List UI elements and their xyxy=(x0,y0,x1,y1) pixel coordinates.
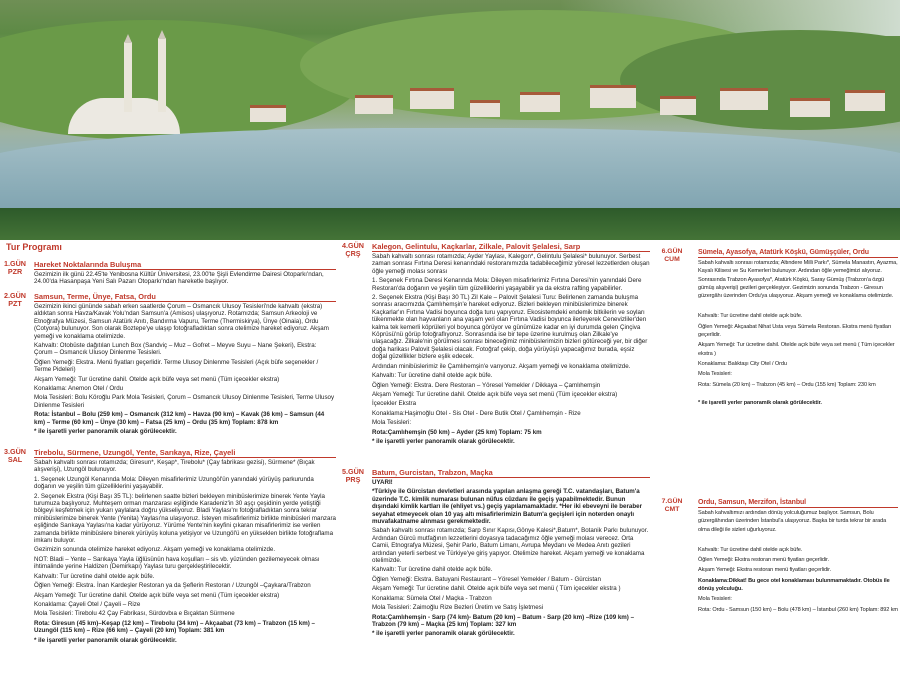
program-column-2: 4.GÜN ÇRŞ Kalegon, Gelintulu, Kaçkarlar, Zilkale, Palovit Şelalesi, Sarp Sabah kahvaltı sonrası rotamızda; Ayder Yaylası, Kalegon*, Gelintulu Şelalesi* bulunuyor. Serbest zaman sonrası Fırtına Deresi kenarındaki restoranımızda tadabileceğimiz yöresel lezzetlerden oluşan öğle yemeği molası sonrası 1. Seçenek Fırtına Deresi Kenarında Mola: Dileyen misafirlerimiz Fırtına Deresi'nin yanındaki Dere Restoran'da doğanın ve yeşilin tüm güzelliklerini yaşayabilir ya da ekstra rafting yapabilirler. 2. Seçenek Ekstra (Kişi Başı 30 TL) Zil Kale – Palovit Şelalesi Turu: Belirlenen zamanda buluşma sonrası aracımızda Çamlıhemşin'e hareket ediyoruz. Bizleri bekleyen minibüslerimize binerek Kaçkarlar'ın Fırtına Vadisi boyunca doğa turu yapıyoruz. Ekosistemdeki endemik bitkilerin ve soyları tükenmekte olan hayvanların ana yaşam yeri olan Fırtına Vadisi boyunca ilerleyerek Cenevizliler'den kalma tek kemerli köprüleri yol boyunca görüyor ve günümüze kadar en iyi durumda gelen Çinçiva Köprüsü'nü görüp fotoğraflıyoruz. Sonrasında ise bir tepe üzerine kurulmuş olan Zilkale'ye ulaşacağız. Zilkale'nin görülmesi sonrası bineceğimiz minibüslerimizin bizleri götüreceği yer, bir diğer doğa harikası Palovit Şelalesi olacak. Fotoğraf çekip, doğa yürüyüşü yapacağımız burada, eşsiz doğal güzellikler bizlere eşlik edecek. Ardından minibüslerimiz ile Çamlıhemşin'e varıyoruz. Akşam yemeği ve konaklama otelimizde. Kahvaltı: Tur ücretine dahil otelde açık büfe. Öğlen Yemeği: Ekstra. Dere Restoran – Yöresel Yemekler / Dikkaya – Çamlıhemşin Akşam Yemeği: Tur ücretine dahil. Otelde açık büfe veya set menü (Tüm içecekler ekstra) İçecekler Ekstra Konaklama:Haşimoğlu Otel - Sis Otel - Dere Butik Otel / Çamlıhemşin - Rize Mola Tesisleri: Rota:Çamlıhemşin (50 km) – Ayder (25 km) Toplam: 75 km * ile işaretli yerler panoramik olarak görülecektir. 5.GÜN PRŞ Batum, Gurcistan, Trabzon, Maçka UYARI! *Türkiye ile Gürcistan devletleri arasında yapılan anlaşma gereği T.C. vatandaşları, Batum'a üzerinde T.C. kimlik numarası bulunan nüfus cüzdanı ile geçiş yapabilmektedir. Bunun dışındaki kimlik kartları ile (ehliyet vs.) geçiş yapılamamaktadır. *Her iki ebeveyni ile beraber seyahat etmeyecek olan 10 yaş altı misafirlerimizin Batum'a geçişleri için noterden onaylı muvafakatname alınması gerekmektedir. Sabah kahvaltı sonrası rotamızda; Sarp Sınır Kapısı,Gönye Kalesi*,Batum*, Botanik Parkı bulunuyor. Ardından Gürcü mutfağının lezzetlerini doyasıya tadacağımız öğle yemeği molası verecez. Orta Camii, Etnografya Müzesi, Şehir Parkı, Batum Limanı, Avrupa Meydanı ve Medea Anıtı gezileri ardından yeterli serbest ve Türkiye'ye giriş yapıyor. Otelimize hareket. Akşam yemeği ve konaklama otelimizde. Kahvaltı: Tur ücretine dahil otelde açık büfe. Öğlen Yemeği: Ekstra. Batuyani Restaurant – Yöresel Yemekler / Batum - Gürcistan Akşam Yemeği: Tur ücretine dahil. Otelde açık büfe veya set menü ( Tüm içecekler ekstra ) Konaklama: Sümela Otel / Maçka - Trabzon Mola Tesisleri: Zaimoğlu Rize Bezleri Üretim ve Satış İşletmesi Rota:Çamlıhemşin - Sarp (74 km)- Batum (20 km) – Batum - Sarp (20 km) –Rize (109 km) – Trabzon (79 km) – Maçka (25 km) Toplam: 327 km * ile işaretli yerler panoramik olarak görülecektir. xyxy=(338,240,652,675)
day-label: 7.GÜN CMT xyxy=(661,498,683,513)
day-label: 4.GÜN ÇRŞ xyxy=(342,241,364,258)
day-title: Kalegon, Gelintulu, Kaçkarlar, Zilkale, Palovit Şelalesi, Sarp xyxy=(372,242,650,252)
panoramic-note: * ile işaretli yerler panoramik olarak görülecektir. xyxy=(372,630,515,638)
panoramic-note: * ile işaretli yerler panoramik olarak görülecektir. xyxy=(698,399,822,406)
day-title: Samsun, Terme, Ünye, Fatsa, Ordu xyxy=(34,292,336,302)
day-text: Gezimizin ikinci gününde sabah erken saatlerde Çorum – Osmancık Ulusoy Tesisleri'nde kahvaltı (ekstra) aldıktan sonra Havza/Kavak Yolu'ndan Samsun'a (Amisos) ulaşıyoruz. Rotamızda; Samsun Arkeoloji ve Etnoğrafya Müzesi, Samsun Atatürk Anıtı, Bandırma Vapuru, Terme (Thermiskirya), Ünye (Oinaia), Ordu (Cotyora) bulunuyor. Son olarak Boztepe'ye ulaşıp fotoğrafladıktan sonra otelimize hareket ediyoruz. Akşam yemeği ve konaklama otelimizde. xyxy=(34,303,329,340)
program-title: Tur Programı xyxy=(6,242,62,252)
day-title: Sümela, Ayasofya, Atatürk Köşkü, Gümüşçüler, Ordu xyxy=(698,248,898,258)
day-label: 2.GÜN PZT xyxy=(4,291,26,308)
day-title: Tirebolu, Sürmene, Uzungöl, Yente, Sarıkaya, Rize, Çayeli xyxy=(34,448,336,458)
day-label: 3.GÜN SAL xyxy=(4,447,26,464)
program-column-1: Tur Programı 1.GÜN PZR Hareket Noktalarında Buluşma Gezimizin ilk günü 22.45'te Yenibosna Kültür Üniversitesi, 23.00'te Şişli Evlendirme Dairesi Otoparkı'ndan, 24.00'da Hasanpaşa Yeni Salı Pazarı Otoparkı'ndan hareketle başlıyor. 2.GÜN PZT Samsun, Terme, Ünye, Fatsa, Ordu Gezimizin ikinci gününde sabah erken saatlerde Çorum – Osmancık Ulusoy Tesisleri'nde kahvaltı (ekstra) aldıktan sonra Havza/Kavak Yolu'ndan Samsun'a (Amisos) ulaşıyoruz. Rotamızda; Samsun Arkeoloji ve Etnoğrafya Müzesi, Samsun Atatürk Anıtı, Bandırma Vapuru, Terme (Thermiskirya), Ünye (Oinaia), Ordu (Cotyora) bulunuyor. Son olarak Boztepe'ye ulaşıp fotoğrafladıktan sonra otelimize hareket ediyoruz. Akşam yemeği ve konaklama otelimizde. Kahvaltı: Otobüste dağıtılan Lunch Box (Sandviç – Muz – Gofret – Meyve Suyu – Nane Şekeri), Ekstra: Çorum – Osmancık Ulusoy Dinlenme Tesisleri. Öğlen Yemeği: Ekstra. Menü fiyatları geçerlidir. Terme Ulusoy Dinlenme Tesisleri (Açık büfe seçenekler / Terme Pideleri) Akşam Yemeği: Tur ücretine dahil. Otelde açık büfe veya set menü (Tüm içecekler ekstra) Konaklama: Anemon Otel / Ordu Mola Tesisleri: Bolu Köroğlu Park Mola Tesisleri, Çorum – Osmancık Ulusoy Dinlenme Tesisleri, Terme Ulusoy Dinlenme Tesisleri Rota: İstanbul – Bolu (259 km) – Osmancık (312 km) – Havza (90 km) – Kavak (36 km) – Samsun (44 km) – Terme (60 km) – Ünye (30 km) – Fatsa (25 km) – Ordu (35 km) Toplam: 878 km * ile işaretli yerler panoramik olarak görülecektir. 3.GÜN SAL Tirebolu, Sürmene, Uzungöl, Yente, Sarıkaya, Rize, Çayeli Sabah kahvaltı sonrası rotamızda; Giresun*, Keşap*, Tirebolu* (Çay fabrikası gezisi), Sürmene* (Bıçak alışverişi), Uzungöl bulunuyor. 1. Seçenek Uzungöl Kenarında Mola: Dileyen misafirlerimiz Uzungöl'ün yanındaki yürüyüş parkurunda doğanın ve yeşilin tüm güzelliklerini yaşayabilir. 2. Seçenek Ekstra (Kişi Başı 35 TL): belirlenen saatte bizleri bekleyen minibüslerimize binerek Yente Yayla turumuza başlıyoruz. Muhteşem orman manzarası eşliğinde Karadeniz'in 30 aşçı çeşidinin yerde yetiştiği bölgeyi keşfetmek için yukarı yaylalara doğru yükseliyoruz. Bladi Yaylası'nı fotoğrafladıktan sonra tekrar minibüslerimize binerek Yente (Yenita) Yaylası'na ulaşıyoruz. İsteyen misafirlerimiz birlikte minibüsleri manzara eşliğinde Sarıkaya Yaylası'na kadar yürüyoruz. Yürüme Yente'nin keyfini çıkaran misafirlerimiz ise verilen zamanda birlikte minibüslere binerek yürüyüş koluna yetişiyor ve Uzungöl'ü en yükseklen birlikte fotoğraflama imkanı buluyor. Gezimizin sonunda otelimize hareket ediyoruz. Akşam yemeği ve konaklama otelimizde. NOT: Bladi – Yente – Sarıkaya Yayla üğlüsünün hava koşulları – sis vb. yüzünden gezilemeyecek olması ihtimalinde yerine Haldizen (Demirkapı) Yaylası turu gerçekleştirilecektir. Kahvaltı: Tur ücretine dahil otelde açık büfe. Öğlen Yemeği: Ekstra. İnan Kardeşler Restoran ya da Şeflerin Restoran / Uzungöl –Çaykara/Trabzon Akşam Yemeği: Tur ücretine dahil. Otelde açık büfe veya set menü (Tüm içecekler ekstra) Konaklama: Çayeli Otel / Çayeli – Rize Mola Tesisleri: Tirebolu 42 Çay Fabrikası, Sürdovbıa e Bıçaktan Sürmene Rota: Giresun (45 km)–Keşap (12 km) – Tirebolu (34 km) – Akçaabat (73 km) – Trabzon (15 km) – Uzungöl (115 km) – Rize (66 km) – Çayeli (20 km) Toplam: 381 km * ile işaretli yerler panoramik olarak görülecektir. xyxy=(0,240,338,675)
day-text: Gezimizin ilk günü 22.45'te Yenibosna Kültür Üniversitesi, 23.00'te Şişli Evlendirme Dairesi Otoparkı'ndan, 24.00'da Hasanpaşa Yeni Salı Pazarı Otoparkı'ndan hareketle başlıyor. xyxy=(34,271,324,286)
program-column-3: 6.GÜN CUM Sümela, Ayasofya, Atatürk Köşkü, Gümüşçüler, Ordu Sabah kahvaltı sonrası rotamızda; Altındere Milli Parkı*, Sümela Manastırı, Ayazma, Kayalı Kilisesi ve Su Kemerleri bulunuyor. Ardından öğle yemeğimizi alıyoruz. Sonrasında Trabzon Ayasofya*, Atatürk Köşkü, Saray Gümüş (Trabzon'a özgü gümüş alışverişi) gezileri gerçekleşiyor. Gezimizin sonunda Trabzon - Giresun güzergâhı üzerinden Ordu'ya ulaşıyoruz. Akşam yemeği ve konaklama otelimizde. Kahvaltı: Tur ücretine dahil otelde açık büfe. Öğlen Yemeği: Akçaabat Nihat Usta veya Sümela Restoran. Ekstra menü fiyatları geçerlidir. Akşam Yemeği: Tur ücretine dahil. Otelde açık büfe veya set menü ( Tüm içecekler ekstra ) Konaklama: Balıktaşı City Otel / Ordu Mola Tesisleri: Rota: Sümela (20 km) – Trabzon (45 km) – Ordu (155 km) Toplam: 230 km * ile işaretli yerler panoramik olarak görülecektir. 7.GÜN CMT Ordu, Samsun, Merzifon, İstanbul Sabah kahvaltımızı ardından dönüş yolculuğumuz başlıyor. Samsun, Bolu güzergâhından üzerinden İstanbul'a ulaşıyoruz. Başka bir turda tekrar bir arada olma dileği ile sizleri uğurluyoruz. Kahvaltı: Tur ücretine dahil otelde açık büfe. Öğlen Yemeği: Ekstra restoran menü fiyatları geçerlidir. Akşam Yemeği: Ekstra restoran menü fiyatları geçerlidir. Konaklama:Dikkat! Bu gece otel konaklaması bulunmamaktadır. Otobüs ile dönüş yolculuğu. Mola Tesisleri: Rota: Ordu - Samsun (150 km) – Bolu (478 km) – İstanbul (260 km) Toplam: 892 km xyxy=(652,240,900,675)
hero-photo xyxy=(0,0,900,240)
panoramic-note: * ile işaretli yerler panoramik olarak görülecektir. xyxy=(372,437,515,445)
day-label: 5.GÜN PRŞ xyxy=(342,467,364,484)
panoramic-note: * ile işaretli yerler panoramik olarak görülecektir. xyxy=(34,636,177,644)
panoramic-note: * ile işaretli yerler panoramik olarak görülecektir. xyxy=(34,428,177,436)
day-title: Batum, Gurcistan, Trabzon, Maçka xyxy=(372,468,650,478)
day-title: Hareket Noktalarında Buluşma xyxy=(34,260,336,270)
day-title: Ordu, Samsun, Merzifon, İstanbul xyxy=(698,498,898,508)
day-label: 1.GÜN PZR xyxy=(4,259,26,276)
day-label: 6.GÜN CUM xyxy=(661,248,683,263)
